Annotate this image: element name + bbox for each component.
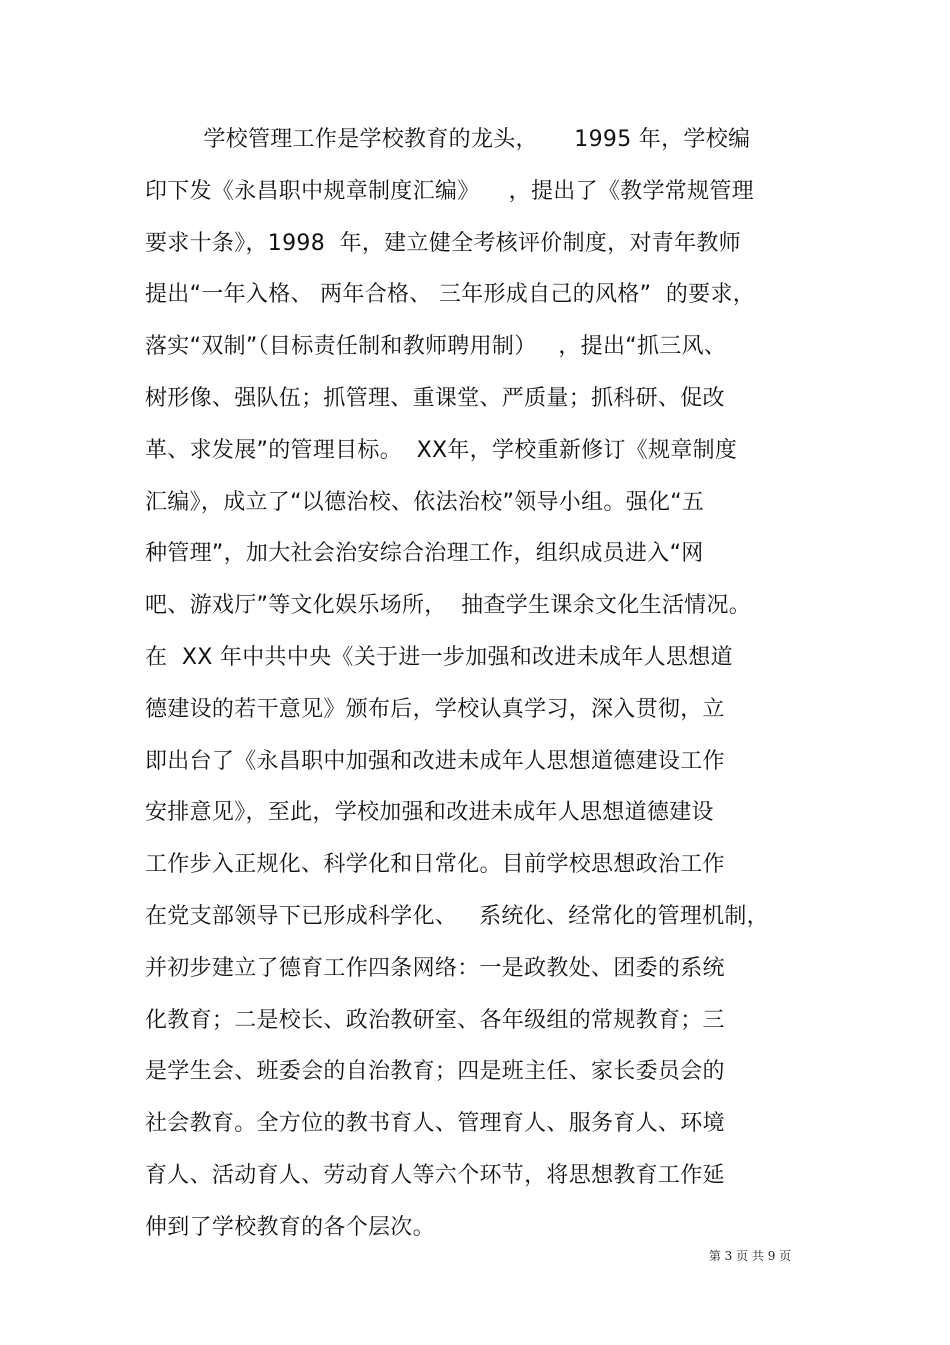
text-line: 社会教育。全方位的教书育人、管理育人、服务育人、环境 — [145, 1111, 725, 1137]
text-line: 是学生会、班委会的自治教育；四是班主任、家长委员会的 — [145, 1059, 725, 1085]
text-line: 革、求发展”的管理目标。 XX年，学校重新修订《规章制度 — [145, 437, 738, 463]
text-line: 汇编》，成立了“以德治校、依法治校”领导小组。强化“五 — [145, 489, 705, 515]
text-line: 在党支部领导下已形成科学化、 系统化、经常化的管理机制， — [145, 903, 769, 929]
text-line: 工作步入正规化、科学化和日常化。目前学校思想政治工作 — [145, 852, 725, 878]
text-line: 即出台了《永昌职中加强和改进未成年人思想道德建设工作 — [145, 748, 725, 774]
text-line: 要求十条》，1998 年，建立健全考核评价制度，对青年教师 — [145, 230, 741, 256]
text-line: 印下发《永昌职中规章制度汇编》 ，提出了《教学常规管理 — [145, 178, 754, 204]
text-line: 学校管理工作是学校教育的龙头， 1995 年，学校编 — [145, 127, 751, 152]
text-line: 吧、游戏厅”等文化娱乐场所， 抽查学生课余文化生活情况。 — [145, 593, 752, 619]
text-line: 化教育；二是校长、政治教研室、各年级组的常规教育；三 — [145, 1007, 725, 1033]
text-line: 德建设的若干意见》颁布后，学校认真学习，深入贯彻，立 — [145, 696, 725, 722]
text-line: 安排意见》，至此，学校加强和改进未成年人思想道德建设 — [145, 800, 714, 826]
text-line: 种管理”，加大社会治安综合治理工作，组织成员进入“网 — [145, 541, 704, 567]
text-line: 伸到了学校教育的各个层次。 — [145, 1214, 435, 1240]
text-line: 树形像、强队伍；抓管理、重课堂、严质量；抓科研、促改 — [145, 385, 725, 411]
text-line: 并初步建立了德育工作四条网络：一是政教处、团委的系统 — [145, 955, 725, 981]
text-line: 提出“一年入格、 两年合格、 三年形成自己的风格” 的要求， — [145, 282, 756, 308]
text-line: 育人、活动育人、劳动育人等六个环节，将思想教育工作延 — [145, 1162, 725, 1188]
text-line: 落实“双制”（目标责任制和教师聘用制） ，提出“抓三风、 — [145, 334, 727, 360]
text-line: 在 XX 年中共中央《关于进一步加强和改进未成年人思想道 — [145, 644, 733, 670]
page-number-footer: 第 3 页 共 9 页 — [708, 1249, 792, 1263]
body-paragraph — [145, 118, 845, 1258]
